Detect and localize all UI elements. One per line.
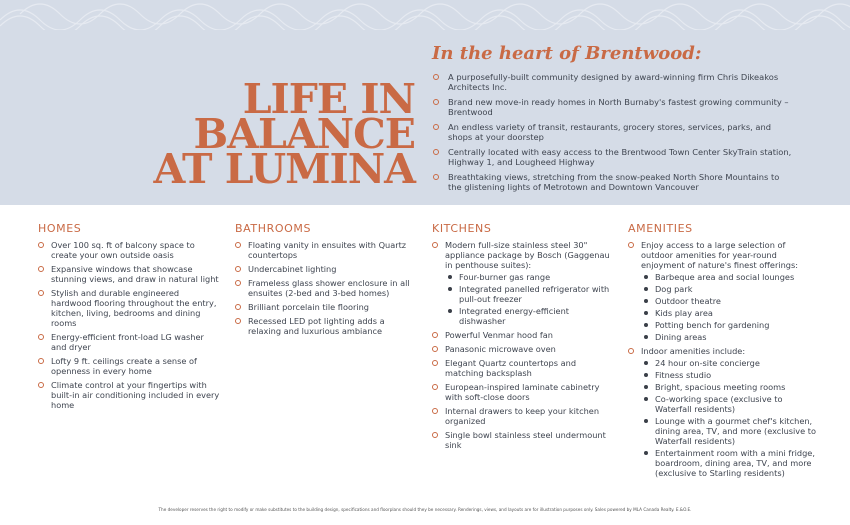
dot-bullet-icon [644,397,648,401]
list-item [38,380,220,410]
amenities-list [628,240,816,478]
list-item [628,346,816,478]
legal-disclaimer: The developer reserves the right to modify or make substitutes to the building design, specifications and floorplans should they be necessary. Renderings, views, and layouts are for illustration purposes only. Sales powered by MLA Canada Realty. E.&O.E. [158,507,692,512]
kitchens-section [432,222,612,454]
appliance-sublist [445,272,612,326]
sublist-item [445,272,612,282]
list-item [432,330,612,340]
circle-bullet-icon [433,99,439,105]
list-item-text: Undercabinet lighting [248,264,337,274]
sublist-item-text: Lounge with a gourmet chef's kitchen, dining area, TV, and more (exclusive to Waterfall residents) [655,416,817,446]
list-item [235,278,415,298]
list-item-text: Modern full-size stainless steel 30" appliance package by Bosch (Gaggenau in penthouse suites): [445,240,610,270]
dot-bullet-icon [644,323,648,327]
dot-bullet-icon [448,275,452,279]
list-item-text: Centrally located with easy access to the Brentwood Town Center SkyTrain station, Highway 1, and Lougheed Highway [448,147,792,167]
list-item-text: Energy-efficient front-load LG washer and dryer [51,332,204,352]
sublist-item [641,272,816,282]
sublist-item-text: Integrated energy-efficient dishwasher [459,306,569,326]
list-item [432,358,612,378]
list-item-text: Breathtaking views, stretching from the snow-peaked North Shore Mountains to the glistening lights of Metrotown and Downtown Vancouver [448,172,780,192]
list-item [432,344,612,354]
circle-bullet-icon [433,74,439,80]
list-item [432,72,792,92]
circle-bullet-icon [432,346,438,352]
circle-bullet-icon [235,304,241,310]
circle-bullet-icon [38,382,44,388]
sublist-item [641,308,816,318]
list-item [432,172,792,192]
circle-bullet-icon [432,360,438,366]
dot-bullet-icon [644,419,648,423]
sublist-item-text: Four-burner gas range [459,272,551,282]
amenities-section [628,222,816,482]
circle-bullet-icon [38,290,44,296]
dot-bullet-icon [644,385,648,389]
list-item [432,406,612,426]
sublist-item [641,382,816,392]
sublist-item [641,370,816,380]
dot-bullet-icon [644,335,648,339]
kitchens-list [432,240,612,450]
sublist-item [641,448,816,478]
list-item-text: Powerful Venmar hood fan [445,330,553,340]
circle-bullet-icon [433,149,439,155]
list-item-text: Enjoy access to a large selection of outdoor amenities for year-round enjoyment of nature's finest offerings: [641,240,799,270]
dot-bullet-icon [644,373,648,377]
dot-bullet-icon [644,275,648,279]
list-item [432,97,792,117]
list-item-text: An endless variety of transit, restaurants, grocery stores, services, parks, and shops at your doorstep [448,122,772,142]
sublist-item [641,416,816,446]
sublist-item [641,358,816,368]
circle-bullet-icon [628,348,634,354]
circle-bullet-icon [433,174,439,180]
sublist-item-text: Entertainment room with a mini fridge, boardroom, dining area, TV, and more (exclusive to Starling residents) [655,448,815,478]
sublist-item [641,394,816,414]
brentwood-list [432,72,792,197]
hero-banner [0,0,850,205]
sublist-item [445,306,612,326]
sublist-item-text: Bright, spacious meeting rooms [655,382,786,392]
list-item-text: A purposefully-built community designed by award-winning firm Chris Dikeakos Architects Inc. [448,72,779,92]
list-item [432,382,612,402]
list-item-text: Recessed LED pot lighting adds a relaxing and luxurious ambiance [248,316,385,336]
sublist-item [641,284,816,294]
list-item [432,122,792,142]
circle-bullet-icon [38,358,44,364]
list-item-text: Climate control at your fingertips with built-in air conditioning included in every home [51,380,220,410]
sublist-item-text: Kids play area [655,308,713,318]
sublist-item-text: Fitness studio [655,370,712,380]
sublist-item-text: Potting bench for gardening [655,320,770,330]
circle-bullet-icon [38,242,44,248]
list-item-text: Brand new move-in ready homes in North Burnaby's fastest growing community – Brentwood [448,97,789,117]
list-item-text: Stylish and durable engineered hardwood flooring throughout the entry, kitchen, living, bedrooms and dining rooms [51,288,217,328]
circle-bullet-icon [432,332,438,338]
homes-heading: HOMES [38,222,82,235]
list-item [235,316,415,336]
sublist-item-text: 24 hour on-site concierge [655,358,760,368]
dot-bullet-icon [448,287,452,291]
circle-bullet-icon [432,384,438,390]
list-item-text: Lofty 9 ft. ceilings create a sense of openness in every home [51,356,197,376]
bathrooms-list [235,240,415,336]
outdoor-amenities-sublist [641,272,816,342]
list-item [432,430,612,450]
homes-section [38,222,220,414]
circle-bullet-icon [433,124,439,130]
hero-title-line-1: LIFE IN [242,75,415,123]
list-item [235,264,415,274]
kitchens-heading: KITCHENS [432,222,492,235]
circle-bullet-icon [235,242,241,248]
circle-bullet-icon [235,280,241,286]
list-item [432,240,612,326]
hero-title-line-2: BALANCE [193,110,415,158]
list-item-text: Single bowl stainless steel undermount sink [445,430,606,450]
sublist-item-text: Barbeque area and social lounges [655,272,795,282]
sublist-item [641,320,816,330]
list-item [38,240,220,260]
circle-bullet-icon [38,334,44,340]
list-item [38,332,220,352]
amenities-heading: AMENITIES [628,222,693,235]
bathrooms-section [235,222,415,340]
indoor-amenities-sublist [641,358,816,478]
list-item-text: Elegant Quartz countertops and matching backsplash [445,358,577,378]
list-item [38,356,220,376]
list-item-text: Brilliant porcelain tile flooring [248,302,369,312]
hero-title [140,75,415,193]
circle-bullet-icon [235,318,241,324]
list-item [432,147,792,167]
list-item [38,264,220,284]
dot-bullet-icon [644,287,648,291]
circle-bullet-icon [432,242,438,248]
list-item-text: Expansive windows that showcase stunning views, and draw in natural light [51,264,219,284]
dot-bullet-icon [644,451,648,455]
dot-bullet-icon [448,309,452,313]
circle-bullet-icon [432,408,438,414]
sublist-item-text: Dog park [655,284,693,294]
list-item-text: Frameless glass shower enclosure in all ensuites (2-bed and 3-bed homes) [248,278,410,298]
sublist-item-text: Co-working space (exclusive to Waterfall residents) [655,394,783,414]
hero-title-line-3: AT LUMINA [153,145,415,193]
list-item [628,240,816,342]
homes-list [38,240,220,410]
list-item-text: Internal drawers to keep your kitchen organized [445,406,600,426]
circle-bullet-icon [432,432,438,438]
dot-bullet-icon [644,361,648,365]
circle-bullet-icon [235,266,241,272]
sublist-item-text: Dining areas [655,332,707,342]
sublist-item-text: Integrated panelled refrigerator with pull-out freezer [459,284,610,304]
list-item-text: Indoor amenities include: [641,346,746,356]
list-item-text: Floating vanity in ensuites with Quartz countertops [248,240,407,260]
dot-bullet-icon [644,299,648,303]
list-item-text: Panasonic microwave oven [445,344,556,354]
circle-bullet-icon [38,266,44,272]
sublist-item [641,332,816,342]
circle-bullet-icon [628,242,634,248]
list-item [235,240,415,260]
dot-bullet-icon [644,311,648,315]
list-item-text: European-inspired laminate cabinetry with soft-close doors [445,382,600,402]
list-item [38,288,220,328]
sublist-item [641,296,816,306]
bathrooms-heading: BATHROOMS [235,222,312,235]
list-item-text: Over 100 sq. ft of balcony space to create your own outside oasis [51,240,195,260]
decorative-wave-pattern [0,0,850,30]
brentwood-heading: In the heart of Brentwood: [432,43,702,64]
sublist-item [445,284,612,304]
sublist-item-text: Outdoor theatre [655,296,721,306]
list-item [235,302,415,312]
